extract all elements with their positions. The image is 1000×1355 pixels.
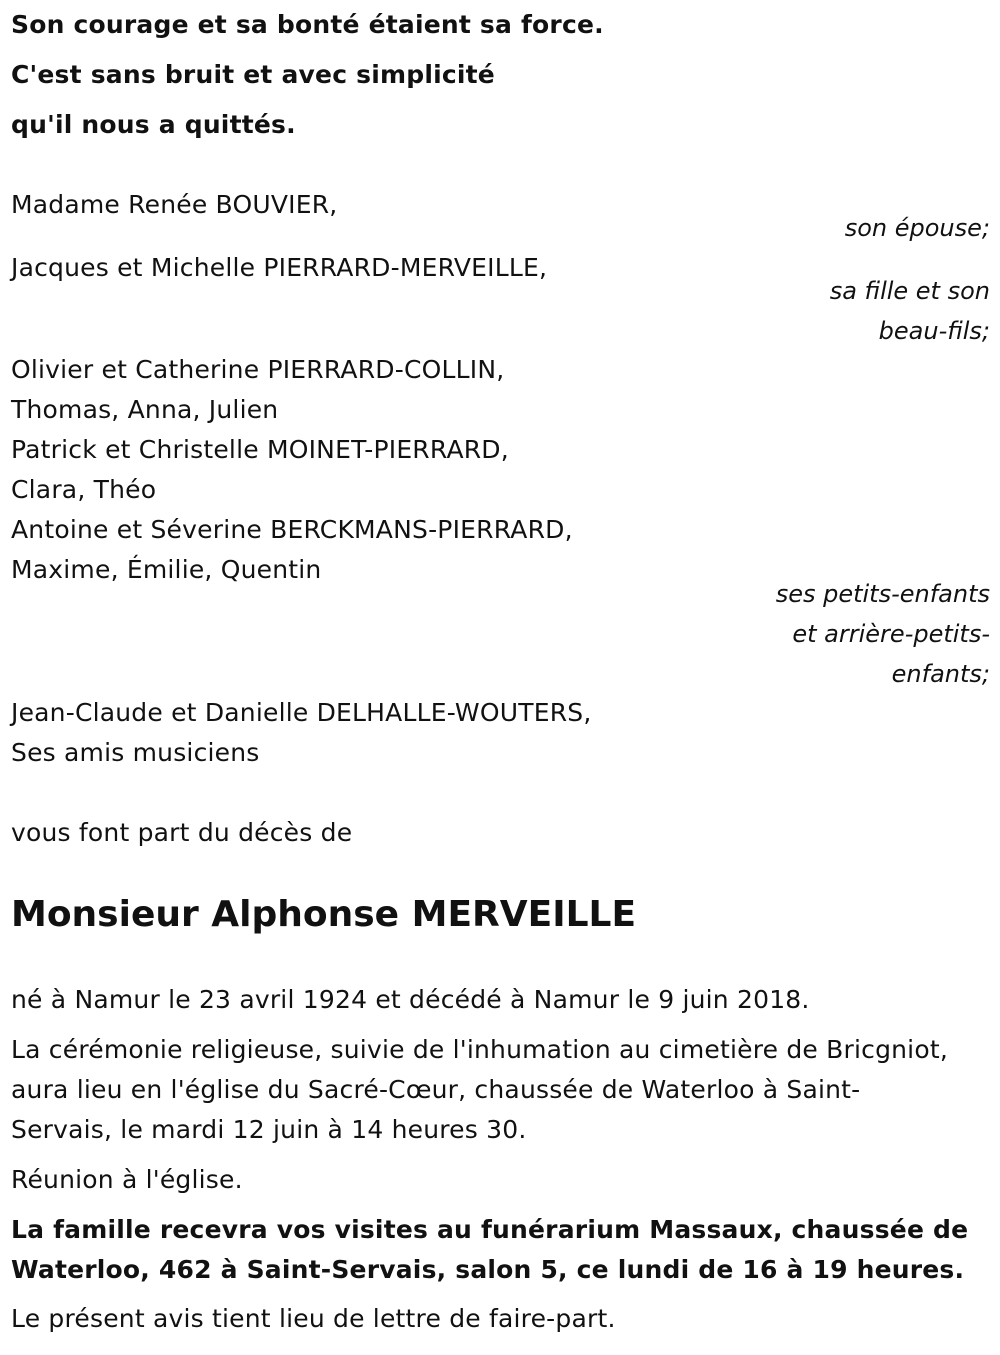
spouse-relation: son épouse;	[844, 214, 990, 242]
grandchildren-line: Olivier et Catherine PIERRARD-COLLIN,	[11, 355, 505, 384]
epigraph-line-2: C'est sans bruit et avec simplicité	[11, 60, 495, 89]
deceased-name: Monsieur Alphonse MERVEILLE	[11, 894, 637, 935]
grandchildren-relation-1: ses petits-enfants	[775, 580, 990, 608]
announcement-text: vous font part du décès de	[11, 818, 353, 847]
closing-text: Le présent avis tient lieu de lettre de faire-part.	[11, 1304, 616, 1333]
epigraph-line-1: Son courage et sa bonté étaient sa force.	[11, 10, 604, 39]
grandchildren-line: Antoine et Séverine BERCKMANS-PIERRARD,	[11, 515, 573, 544]
epigraph-line-3: qu'il nous a quittés.	[11, 110, 296, 139]
ceremony-line: aura lieu en l'église du Sacré-Cœur, chaussée de Waterloo à Saint-	[11, 1075, 861, 1104]
grandchildren-relation-2: et arrière-petits-	[792, 620, 990, 648]
ceremony-line: La cérémonie religieuse, suivie de l'inhumation au cimetière de Bricgniot,	[11, 1035, 948, 1064]
visits-line: La famille recevra vos visites au funérarium Massaux, chaussée de	[11, 1215, 969, 1244]
ceremony-line: Servais, le mardi 12 juin à 14 heures 30.	[11, 1115, 527, 1144]
others-line: Ses amis musiciens	[11, 738, 260, 767]
grandchildren-line: Patrick et Christelle MOINET-PIERRARD,	[11, 435, 509, 464]
meeting-text: Réunion à l'église.	[11, 1165, 243, 1194]
grandchildren-line: Clara, Théo	[11, 475, 157, 504]
daughter-name: Jacques et Michelle PIERRARD-MERVEILLE,	[11, 253, 548, 282]
daughter-relation-1: sa fille et son	[829, 277, 990, 305]
birth-death-text: né à Namur le 23 avril 1924 et décédé à Namur le 9 juin 2018.	[11, 985, 810, 1014]
daughter-relation-2: beau-fils;	[878, 317, 990, 345]
spouse-name: Madame Renée BOUVIER,	[11, 190, 338, 219]
grandchildren-relation-3: enfants;	[891, 660, 990, 688]
grandchildren-line: Maxime, Émilie, Quentin	[11, 555, 322, 584]
grandchildren-line: Thomas, Anna, Julien	[11, 395, 279, 424]
others-line: Jean-Claude et Danielle DELHALLE-WOUTERS,	[11, 698, 592, 727]
visits-line: Waterloo, 462 à Saint-Servais, salon 5, ce lundi de 16 à 19 heures.	[11, 1255, 965, 1284]
